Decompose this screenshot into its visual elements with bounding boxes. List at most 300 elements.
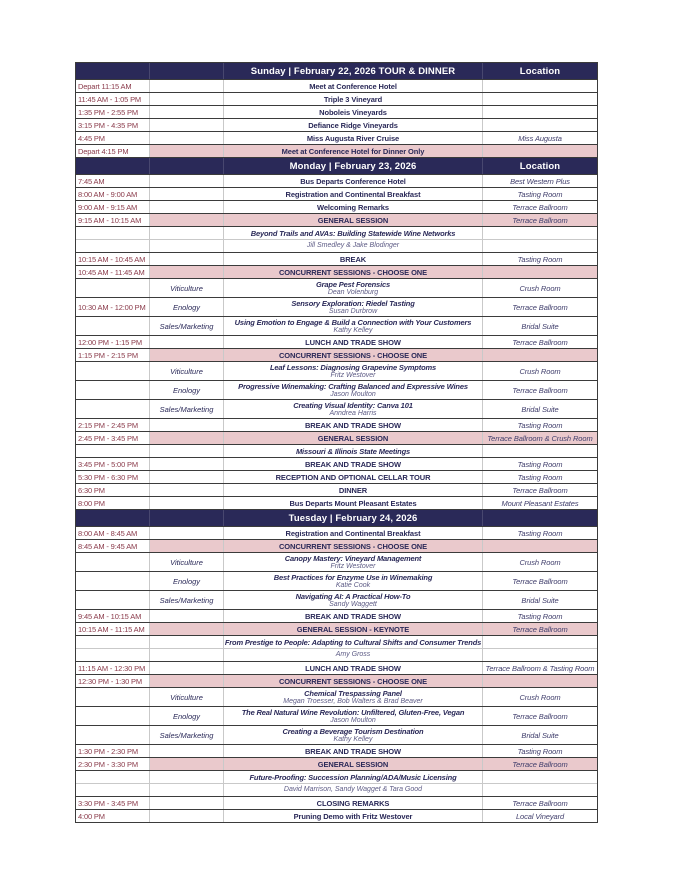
event-label: Triple 3 Vineyard [323, 94, 383, 104]
time-label: 11:45 AM - 1:05 PM [78, 94, 142, 104]
session-cell [224, 445, 483, 457]
location-cell [483, 707, 597, 725]
session-cell [224, 63, 483, 79]
time-cell [76, 662, 150, 674]
time-label: 11:15 AM - 12:30 PM [78, 663, 146, 673]
time-label: 8:45 AM - 9:45 AM [78, 541, 138, 551]
schedule-row [76, 609, 597, 622]
track-cell [150, 298, 224, 316]
location-cell [483, 810, 597, 822]
location-cell [483, 106, 597, 118]
track-cell [150, 175, 224, 187]
schedule-row [76, 496, 597, 509]
track-cell [150, 758, 224, 770]
session-speaker-label: Susan Durbrow [328, 307, 378, 315]
schedule-row [76, 526, 597, 539]
session-cell [224, 707, 483, 725]
time-label: 8:00 AM - 8:45 AM [78, 528, 138, 538]
time-label: 10:45 AM - 11:45 AM [78, 267, 145, 277]
track-cell [150, 662, 224, 674]
time-label: Depart 11:15 AM [78, 81, 132, 91]
day-header-row [76, 157, 597, 174]
location-label: Terrace Ballroom [512, 759, 568, 769]
event-label: Registration and Continental Breakfast [285, 189, 421, 199]
location-header-label: Location [519, 160, 561, 172]
session-cell [224, 784, 483, 796]
time-cell [76, 649, 150, 661]
event-label: Noboleis Vineyards [319, 107, 387, 117]
location-cell [483, 484, 597, 496]
event-label: Bus Departs Conference Hotel [300, 176, 406, 186]
location-cell [483, 175, 597, 187]
time-cell [76, 527, 150, 539]
track-cell [150, 381, 224, 399]
location-label: Terrace Ballroom [512, 337, 568, 347]
event-label: GENERAL SESSION [317, 759, 389, 769]
location-cell [483, 445, 597, 457]
schedule-row [76, 783, 597, 796]
event-label: GENERAL SESSION [317, 215, 389, 225]
track-label: Viticulture [170, 692, 203, 702]
time-label: 7:45 AM [78, 176, 105, 186]
session-cell [224, 80, 483, 92]
session-cell [224, 266, 483, 278]
location-cell [483, 119, 597, 131]
schedule-row [76, 187, 597, 200]
session-cell [224, 553, 483, 571]
session-cell [224, 240, 483, 252]
track-cell [150, 810, 224, 822]
track-cell [150, 784, 224, 796]
session-cell [224, 298, 483, 316]
event-label: BREAK AND TRADE SHOW [304, 746, 402, 756]
schedule-row [76, 571, 597, 590]
track-cell [150, 745, 224, 757]
time-cell [76, 240, 150, 252]
time-cell [76, 63, 150, 79]
location-cell [483, 132, 597, 144]
track-label: Sales/Marketing [159, 730, 214, 740]
schedule-row [76, 809, 597, 822]
track-cell [150, 771, 224, 783]
event-label: LUNCH AND TRADE SHOW [305, 663, 401, 673]
location-cell [483, 63, 597, 79]
schedule-row [76, 725, 597, 744]
schedule-row [76, 457, 597, 470]
time-label: 12:00 PM - 1:15 PM [78, 337, 142, 347]
location-cell [483, 745, 597, 757]
track-cell [150, 484, 224, 496]
track-cell [150, 279, 224, 297]
session-cell [224, 279, 483, 297]
time-label: 8:00 PM [78, 498, 105, 508]
location-cell [483, 591, 597, 609]
time-cell [76, 540, 150, 552]
location-cell [483, 298, 597, 316]
session-cell [224, 471, 483, 483]
session-cell [224, 458, 483, 470]
track-cell [150, 510, 224, 526]
location-cell [483, 266, 597, 278]
session-title-label: Canopy Mastery: Vineyard Management [284, 553, 422, 563]
event-label: CONCURRENT SESSIONS - CHOOSE ONE [278, 541, 428, 551]
schedule-row [76, 796, 597, 809]
location-label: Terrace Ballroom & Crush Room [487, 433, 593, 443]
location-cell [483, 80, 597, 92]
schedule-row [76, 399, 597, 418]
location-label: Terrace Ballroom [512, 385, 568, 395]
location-cell [483, 688, 597, 706]
location-header-label: Location [519, 65, 561, 77]
track-cell [150, 214, 224, 226]
time-cell [76, 80, 150, 92]
track-label: Viticulture [170, 366, 203, 376]
track-cell [150, 636, 224, 648]
location-label: Terrace Ballroom [512, 798, 568, 808]
schedule-row [76, 687, 597, 706]
session-cell [224, 758, 483, 770]
session-cell [224, 227, 483, 239]
day-header-row [76, 63, 597, 79]
location-cell [483, 540, 597, 552]
session-cell [224, 726, 483, 744]
time-cell [76, 591, 150, 609]
track-cell [150, 240, 224, 252]
time-label: 8:00 AM - 9:00 AM [78, 189, 138, 199]
schedule-row [76, 590, 597, 609]
session-cell [224, 419, 483, 431]
schedule-row [76, 278, 597, 297]
session-cell [224, 93, 483, 105]
session-cell [224, 797, 483, 809]
session-title-label: From Prestige to People: Adapting to Cultural Shifts and Consumer Trends [224, 637, 482, 647]
location-cell [483, 240, 597, 252]
location-cell [483, 623, 597, 635]
event-label: CONCURRENT SESSIONS - CHOOSE ONE [278, 676, 428, 686]
schedule-row [76, 92, 597, 105]
track-cell [150, 675, 224, 687]
location-label: Terrace Ballroom [512, 711, 568, 721]
track-label: Sales/Marketing [159, 595, 214, 605]
schedule-table [75, 62, 598, 823]
session-cell [224, 675, 483, 687]
time-cell [76, 349, 150, 361]
event-label: Bus Departs Mount Pleasant Estates [289, 498, 417, 508]
location-cell [483, 419, 597, 431]
location-label: Terrace Ballroom [512, 202, 568, 212]
location-cell [483, 279, 597, 297]
event-label: BREAK AND TRADE SHOW [304, 420, 402, 430]
session-title-label: Progressive Winemaking: Crafting Balanced and Expressive Wines [238, 381, 468, 391]
track-cell [150, 188, 224, 200]
location-label: Miss Augusta [518, 133, 562, 143]
event-label: RECEPTION AND OPTIONAL CELLAR TOUR [275, 472, 431, 482]
session-title-label: Creating a Beverage Tourism Destination [282, 726, 424, 736]
track-label: Enology [172, 302, 201, 312]
time-cell [76, 675, 150, 687]
time-cell [76, 636, 150, 648]
session-title-label: Chemical Trespassing Panel [304, 688, 402, 698]
session-cell [224, 771, 483, 783]
time-cell [76, 471, 150, 483]
time-cell [76, 175, 150, 187]
session-title-label: The Real Natural Wine Revolution: Unfiltered, Gluten-Free, Vegan [241, 707, 465, 717]
location-cell [483, 362, 597, 380]
location-cell [483, 771, 597, 783]
event-label: Meet at Conference Hotel [309, 81, 397, 91]
location-cell [483, 726, 597, 744]
track-cell [150, 726, 224, 744]
schedule-row [76, 744, 597, 757]
session-cell [224, 106, 483, 118]
session-cell [224, 636, 483, 648]
session-cell [224, 510, 483, 526]
time-cell [76, 106, 150, 118]
track-cell [150, 93, 224, 105]
schedule-row [76, 622, 597, 635]
time-cell [76, 445, 150, 457]
session-cell [224, 745, 483, 757]
time-cell [76, 810, 150, 822]
session-cell [224, 591, 483, 609]
schedule-row [76, 431, 597, 444]
track-cell [150, 649, 224, 661]
time-label: 12:30 PM - 1:30 PM [78, 676, 142, 686]
session-cell [224, 484, 483, 496]
track-cell [150, 119, 224, 131]
event-label: Defiance Ridge Vineyards [308, 120, 398, 130]
schedule-row [76, 706, 597, 725]
location-cell [483, 636, 597, 648]
track-cell [150, 227, 224, 239]
location-cell [483, 784, 597, 796]
time-cell [76, 623, 150, 635]
session-cell [224, 362, 483, 380]
session-cell [224, 158, 483, 174]
time-cell [76, 188, 150, 200]
time-label: 9:00 AM - 9:15 AM [78, 202, 138, 212]
time-label: 3:30 PM - 3:45 PM [78, 798, 138, 808]
track-cell [150, 432, 224, 444]
location-label: Terrace Ballroom [512, 302, 568, 312]
schedule-row [76, 348, 597, 361]
track-label: Enology [172, 576, 201, 586]
session-speaker-label: Katie Cook [335, 581, 371, 589]
event-label: Meet at Conference Hotel for Dinner Only [281, 146, 425, 156]
time-label: Depart 4:15 PM [78, 146, 129, 156]
event-label: BREAK [339, 254, 367, 264]
schedule-row [76, 635, 597, 648]
session-speaker-label: Kathy Kelley [333, 326, 373, 334]
schedule-row [76, 470, 597, 483]
time-label: 2:30 PM - 3:30 PM [78, 759, 138, 769]
location-cell [483, 797, 597, 809]
time-cell [76, 279, 150, 297]
session-cell [224, 214, 483, 226]
event-label: Miss Augusta River Cruise [306, 133, 400, 143]
track-cell [150, 317, 224, 335]
time-cell [76, 201, 150, 213]
session-cell [224, 432, 483, 444]
session-title-label: Using Emotion to Engage & Build a Connection with Your Customers [234, 317, 472, 327]
event-label: LUNCH AND TRADE SHOW [305, 337, 401, 347]
schedule-row [76, 770, 597, 783]
schedule-row [76, 118, 597, 131]
time-label: 4:00 PM [78, 811, 105, 821]
time-cell [76, 214, 150, 226]
time-cell [76, 298, 150, 316]
track-label: Viticulture [170, 557, 203, 567]
time-cell [76, 158, 150, 174]
schedule-row [76, 757, 597, 770]
speaker-label: Amy Gross [335, 651, 371, 658]
event-label: DINNER [338, 485, 368, 495]
time-cell [76, 572, 150, 590]
schedule-row [76, 661, 597, 674]
time-label: 9:45 AM - 10:15 AM [78, 611, 142, 621]
event-label: Pruning Demo with Fritz Westover [293, 811, 413, 821]
speaker-label: David Marrison, Sandy Wagget & Tara Good [283, 786, 423, 793]
location-cell [483, 336, 597, 348]
location-label: Crush Room [519, 692, 561, 702]
day-header-row [76, 509, 597, 526]
event-label: Welcoming Remarks [317, 202, 389, 212]
time-label: 2:15 PM - 2:45 PM [78, 420, 138, 430]
day-title-label: Tuesday | February 24, 2026 [288, 512, 418, 524]
session-title-label: Creating Visual Identity: Canva 101 [293, 400, 413, 410]
time-cell [76, 553, 150, 571]
track-cell [150, 572, 224, 590]
location-cell [483, 527, 597, 539]
time-cell [76, 784, 150, 796]
location-cell [483, 510, 597, 526]
session-speaker-label: Sandy Waggett [329, 600, 377, 608]
event-label: BREAK AND TRADE SHOW [304, 611, 402, 621]
time-cell [76, 227, 150, 239]
schedule-row [76, 335, 597, 348]
location-cell [483, 458, 597, 470]
location-cell [483, 432, 597, 444]
schedule-row [76, 648, 597, 661]
track-cell [150, 63, 224, 79]
speaker-label: Jill Smedley & Jake Blodinger [306, 242, 400, 249]
session-cell [224, 201, 483, 213]
location-cell [483, 553, 597, 571]
location-label: Local Vineyard [515, 811, 565, 821]
session-cell [224, 119, 483, 131]
track-cell [150, 362, 224, 380]
time-cell [76, 145, 150, 157]
session-cell [224, 349, 483, 361]
schedule-row [76, 79, 597, 92]
track-cell [150, 445, 224, 457]
schedule-row [76, 105, 597, 118]
location-label: Tasting Room [517, 189, 563, 199]
track-cell [150, 688, 224, 706]
location-label: Tasting Room [517, 746, 563, 756]
time-cell [76, 745, 150, 757]
schedule-row [76, 483, 597, 496]
track-cell [150, 797, 224, 809]
time-cell [76, 797, 150, 809]
session-speaker-label: Fritz Westover [330, 562, 376, 570]
event-label: CONCURRENT SESSIONS - CHOOSE ONE [278, 350, 428, 360]
session-cell [224, 381, 483, 399]
location-cell [483, 381, 597, 399]
schedule-row [76, 226, 597, 239]
session-cell [224, 336, 483, 348]
location-cell [483, 227, 597, 239]
session-cell [224, 317, 483, 335]
time-label: 3:15 PM - 4:35 PM [78, 120, 138, 130]
time-cell [76, 93, 150, 105]
schedule-row [76, 174, 597, 187]
session-cell [224, 132, 483, 144]
time-cell [76, 119, 150, 131]
time-cell [76, 497, 150, 509]
location-cell [483, 253, 597, 265]
event-label: BREAK AND TRADE SHOW [304, 459, 402, 469]
time-cell [76, 266, 150, 278]
track-cell [150, 253, 224, 265]
location-cell [483, 400, 597, 418]
track-cell [150, 591, 224, 609]
time-label: 2:45 PM - 3:45 PM [78, 433, 138, 443]
track-cell [150, 419, 224, 431]
location-cell [483, 471, 597, 483]
location-label: Bridal Suite [521, 730, 559, 740]
time-cell [76, 317, 150, 335]
session-speaker-label: Kathy Kelley [333, 735, 373, 743]
session-speaker-label: Megan Troesser, Bob Walters & Brad Beaver [283, 697, 423, 705]
track-cell [150, 349, 224, 361]
time-label: 1:15 PM - 2:15 PM [78, 350, 138, 360]
location-label: Crush Room [519, 557, 561, 567]
schedule-row [76, 252, 597, 265]
location-cell [483, 201, 597, 213]
location-label: Terrace Ballroom & Tasting Room [485, 663, 595, 673]
time-cell [76, 458, 150, 470]
location-cell [483, 317, 597, 335]
session-cell [224, 145, 483, 157]
session-cell [224, 175, 483, 187]
time-label: 1:35 PM - 2:55 PM [78, 107, 138, 117]
track-cell [150, 458, 224, 470]
location-cell [483, 662, 597, 674]
session-title-label: Navigating AI: A Practical How-To [295, 591, 411, 601]
event-label: GENERAL SESSION [317, 433, 389, 443]
schedule-row [76, 144, 597, 157]
location-label: Tasting Room [517, 611, 563, 621]
location-cell [483, 158, 597, 174]
location-label: Bridal Suite [521, 321, 559, 331]
session-cell [224, 623, 483, 635]
track-cell [150, 201, 224, 213]
location-label: Tasting Room [517, 420, 563, 430]
location-cell [483, 214, 597, 226]
schedule-row [76, 361, 597, 380]
location-label: Crush Room [519, 366, 561, 376]
track-cell [150, 610, 224, 622]
location-label: Bridal Suite [521, 404, 559, 414]
day-title-label: Monday | February 23, 2026 [289, 160, 417, 172]
session-cell [224, 253, 483, 265]
session-cell [224, 810, 483, 822]
track-cell [150, 266, 224, 278]
location-cell [483, 497, 597, 509]
time-cell [76, 362, 150, 380]
session-title-label: Beyond Trails and AVAs: Building Statewide Wine Networks [250, 228, 456, 238]
